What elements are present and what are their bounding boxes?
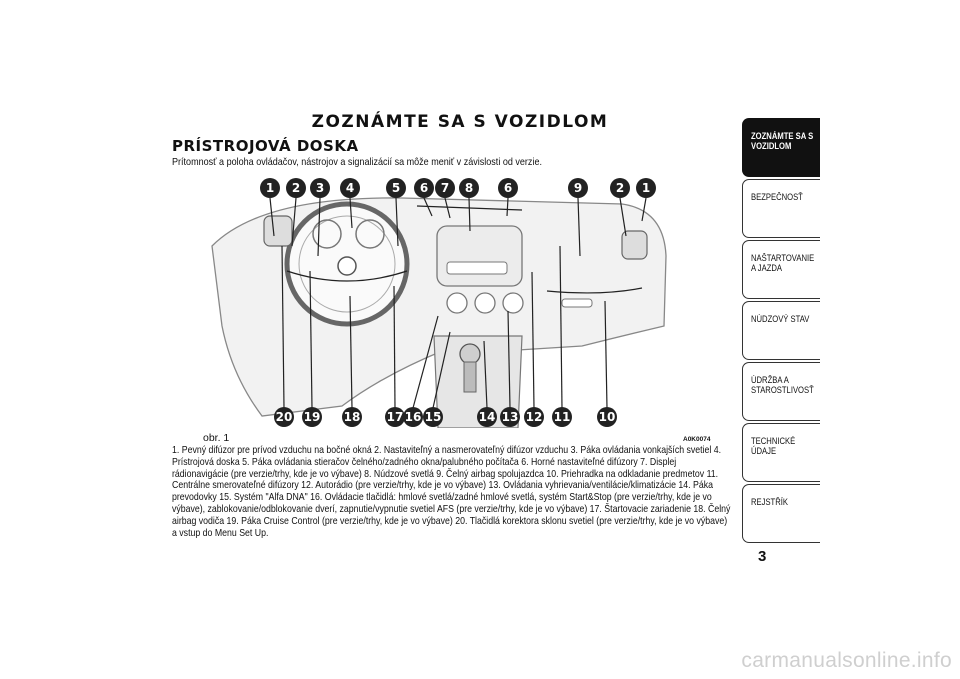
page-number: 3 — [758, 548, 767, 565]
callout-14 — [477, 407, 497, 427]
figure-caption: 1. Pevný difúzor pre prívod vzduchu na bočné okná 2. Nastaviteľný a nasmerovateľný difúzor vzduchu 3. Páka ovládania vonkajších svetiel 4. Prístrojová doska 5. Páka ovládania stieračov čelného/zadného okna/palubného počítača 6. Horné nastaviteľné difúzory 7. Displej rádionavigácie (pre verzie/trhy, kde je vo výbave) 8. Núdzové svetlá 9. Čelný airbag spolujazdca 10. Priehradka na odkladanie predmetov 11. Centrálne smerovateľné difúzory 12. Autorádio (pre verzie/trhy, kde je vo výbave) 13. Ovládania vyhrievania/ventilácie/klimatizácie 14. Páka prevodovky 15. Systém "Alfa DNA" 16. Ovládacie tlačidlá: hmlové svetlá/zadné hmlové svetlá, systém Start&Stop (pre verzie/trhy, kde je vo výbave), zablokovanie/odblokovanie dverí, zapnutie/vypnutie svetiel AFS (pre verzie/trhy, kde je vo výbave) 17. Štartovacie zariadenie 18. Čelný airbag vodiča 19. Páka Cruise Control (pre verzie/trhy, kde je vo výbave) 20. Tlačidlá korektora sklonu svetiel (pre verzie/trhy, kde je vo výbave) a vstup do Menu Set Up. — [172, 445, 731, 539]
callout-7 — [435, 178, 455, 198]
callout-18 — [342, 407, 362, 427]
svg-text:20: 20 — [275, 410, 293, 424]
tab-bezpecnost[interactable]: BEZPEČNOSŤ — [742, 179, 820, 238]
callout-4 — [340, 178, 360, 198]
center-console — [437, 226, 522, 286]
svg-text:8: 8 — [464, 181, 474, 195]
callout-2b — [610, 178, 630, 198]
svg-text:1: 1 — [265, 181, 275, 195]
svg-text:9: 9 — [573, 181, 583, 195]
svg-text:13: 13 — [501, 410, 519, 424]
callout-6b — [498, 178, 518, 198]
svg-text:7: 7 — [440, 181, 450, 195]
callout-16 — [403, 407, 423, 427]
callout-13 — [500, 407, 520, 427]
svg-text:10: 10 — [598, 410, 616, 424]
svg-text:14: 14 — [478, 410, 496, 424]
callout-3 — [310, 178, 330, 198]
figure-code: A0K0074 — [683, 436, 711, 443]
svg-text:2: 2 — [291, 181, 301, 195]
svg-text:11: 11 — [553, 410, 571, 424]
callout-17 — [385, 407, 405, 427]
callout-9 — [568, 178, 588, 198]
svg-text:5: 5 — [391, 181, 401, 195]
tab-rejstrik[interactable]: REJSTŘÍK — [742, 484, 820, 543]
svg-text:15: 15 — [424, 410, 442, 424]
intro-text: Prítomnosť a poloha ovládačov, nástrojov a signalizácií sa môže meniť v závislosti od verzie. — [172, 156, 542, 168]
svg-text:3: 3 — [315, 181, 325, 195]
callout-11 — [552, 407, 572, 427]
tab-zoznamte-sa[interactable]: ZOZNÁMTE SA S VOZIDLOM — [742, 118, 820, 177]
svg-text:6: 6 — [503, 181, 513, 195]
callout-5 — [386, 178, 406, 198]
svg-text:12: 12 — [525, 410, 543, 424]
callout-20 — [274, 407, 294, 427]
tab-technicke-udaje[interactable]: TECHNICKÉ ÚDAJE — [742, 423, 820, 482]
tab-udrzba[interactable]: ÚDRŽBA A STAROSTLIVOSŤ — [742, 362, 820, 421]
section-title: PRÍSTROJOVÁ DOSKA — [172, 137, 359, 155]
watermark[interactable]: carmanualsonline.info — [741, 649, 952, 672]
callout-1-top — [260, 178, 280, 198]
horn-logo — [338, 257, 356, 275]
svg-text:18: 18 — [343, 410, 361, 424]
svg-text:17: 17 — [386, 410, 404, 424]
callout-1b — [636, 178, 656, 198]
svg-text:4: 4 — [345, 181, 355, 195]
callout-6a — [414, 178, 434, 198]
callout-10 — [597, 407, 617, 427]
callout-8 — [459, 178, 479, 198]
dashboard-figure — [202, 176, 672, 428]
svg-text:16: 16 — [404, 410, 422, 424]
svg-text:1: 1 — [641, 181, 651, 195]
svg-text:19: 19 — [303, 410, 321, 424]
svg-text:2: 2 — [615, 181, 625, 195]
tab-nastartovanie[interactable]: NAŠTARTOVANIE A JAZDA — [742, 240, 820, 299]
svg-text:6: 6 — [419, 181, 429, 195]
figure-label: obr. 1 — [203, 432, 230, 444]
callout-15 — [423, 407, 443, 427]
gear-knob — [460, 344, 480, 364]
chapter-title: ZOZNÁMTE SA S VOZIDLOM — [311, 112, 609, 132]
tab-nudzovy-stav[interactable]: NÚDZOVÝ STAV — [742, 301, 820, 360]
callout-2-top — [286, 178, 306, 198]
callout-19 — [302, 407, 322, 427]
callout-12 — [524, 407, 544, 427]
